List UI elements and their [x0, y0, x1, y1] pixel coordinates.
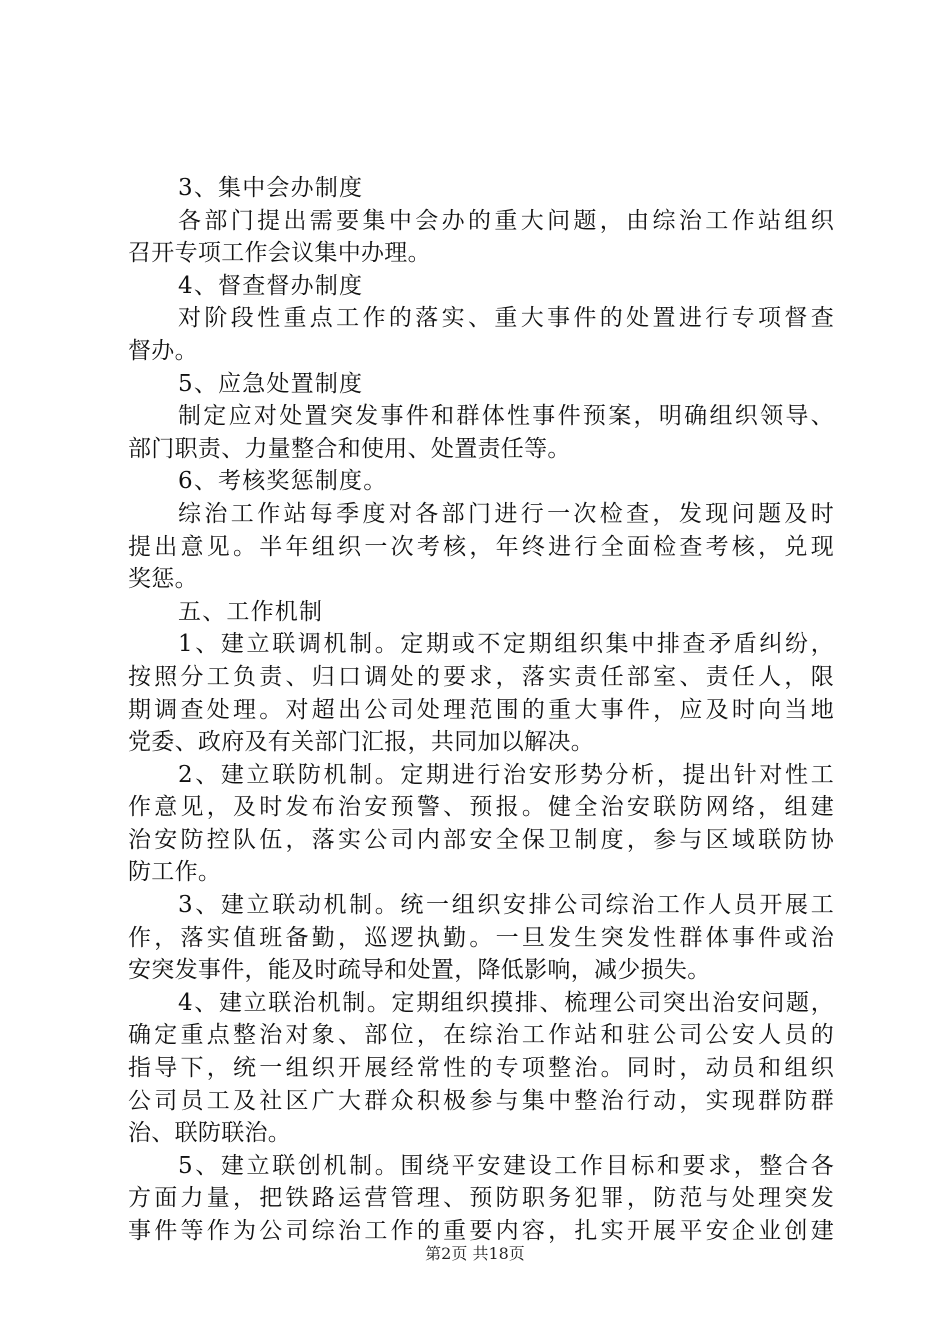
text-line: 党委、政府及有关部门汇报，共同加以解决。: [128, 729, 594, 756]
text-line: 各部门提出需要集中会办的重大问题，由综治工作站组织: [178, 207, 834, 234]
text-line: 防工作。: [128, 859, 222, 886]
text-line: 提出意见。半年组织一次考核，年终进行全面检查考核，兑现: [128, 533, 834, 560]
text-line: 督办。: [128, 337, 198, 364]
text-line: 指导下，统一组织开展经常性的专项整治。同时，动员和组织: [128, 1055, 834, 1082]
text-line: 对阶段性重点工作的落实、重大事件的处置进行专项督查: [178, 305, 834, 332]
section-heading: 五、工作机制: [178, 598, 324, 625]
section-heading: 6、考核奖惩制度。: [178, 468, 388, 495]
text-line: 作，落实值班备勤，巡逻执勤。一旦发生突发性群体事件或治: [128, 924, 834, 951]
text-line: 事件等作为公司综治工作的重要内容，扎实开展平安企业创建: [128, 1218, 834, 1244]
page-footer: 第2页 共18页: [425, 1244, 525, 1263]
text-line: 召开专项工作会议集中办理。: [128, 240, 431, 267]
text-line: 1、建立联调机制。定期或不定期组织集中排查矛盾纠纷，: [178, 631, 834, 658]
text-line: 2、建立联防机制。定期进行治安形势分析，提出针对性工: [178, 761, 834, 788]
text-line: 5、建立联创机制。围绕平安建设工作目标和要求，整合各: [178, 1152, 834, 1179]
text-line: 作意见，及时发布治安预警、预报。健全治安联防网络，组建: [128, 794, 834, 821]
text-line: 安突发事件，能及时疏导和处置，降低影响，减少损失。: [128, 957, 711, 984]
text-line: 治、联防联治。: [128, 1120, 292, 1147]
section-heading: 4、督查督办制度: [178, 272, 364, 299]
text-line: 部门职责、力量整合和使用、处置责任等。: [128, 435, 571, 462]
text-line: 制定应对处置突发事件和群体性事件预案，明确组织领导、: [178, 403, 834, 430]
text-line: 确定重点整治对象、部位，在综治工作站和驻公司公安人员的: [128, 1022, 834, 1049]
text-line: 治安防控队伍，落实公司内部安全保卫制度，参与区域联防协: [128, 826, 834, 853]
text-line: 3、建立联动机制。统一组织安排公司综治工作人员开展工: [178, 892, 834, 919]
section-heading: 5、应急处置制度: [178, 370, 364, 397]
text-line: 按照分工负责、归口调处的要求，落实责任部室、责任人，限: [128, 663, 834, 690]
text-line: 综治工作站每季度对各部门进行一次检查，发现问题及时: [178, 500, 834, 527]
text-line: 方面力量，把铁路运营管理、预防职务犯罪，防范与处理突发: [128, 1185, 834, 1212]
section-heading: 3、集中会办制度: [178, 175, 364, 201]
text-line: 4、建立联治机制。定期组织摸排、梳理公司突出治安问题，: [178, 989, 834, 1016]
text-line: 公司员工及社区广大群众积极参与集中整治行动，实现群防群: [128, 1087, 834, 1114]
text-line: 奖惩。: [128, 566, 198, 593]
text-line: 期调查处理。对超出公司处理范围的重大事件，应及时向当地: [128, 696, 834, 723]
document-body: [128, 172, 834, 1248]
